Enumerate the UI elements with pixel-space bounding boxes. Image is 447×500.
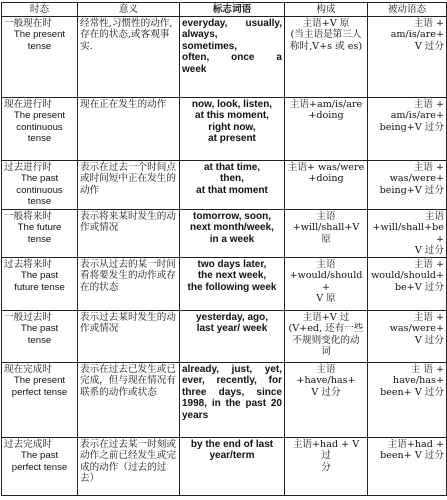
- passive-line: 主语+had +: [387, 438, 444, 450]
- tense-name-cn: 过去完成时: [4, 438, 52, 450]
- meaning-cell: 表示在过去某一时刻或动作之前已经发生或完成的动作（过去的过去）: [78, 437, 180, 495]
- tense-name-en: The past: [20, 323, 59, 334]
- passive-line: V 过分: [414, 334, 444, 346]
- tense-cell: [2, 209, 78, 257]
- passive-line: been+ V 过分: [380, 450, 444, 461]
- keyword-line: tomorrow, soon,: [193, 210, 271, 222]
- structure-line: 主语: [316, 258, 336, 270]
- passive-line: being+V 过分: [379, 184, 444, 196]
- table-row: [2, 310, 447, 362]
- structure-cell: [285, 257, 368, 310]
- keyword-line: last year/ week: [196, 323, 268, 334]
- structure-line: 主语: [316, 210, 336, 222]
- keyword-line: often, once a: [182, 52, 282, 63]
- header-meaning: 意义: [78, 3, 180, 17]
- tense-name-cn: 一般过去时: [4, 311, 52, 323]
- passive-cell: [368, 160, 447, 209]
- tense-cell: [2, 160, 78, 209]
- keyword-line: next month/week,: [190, 222, 274, 233]
- structure-line: 主语+V 过: [302, 311, 350, 323]
- structure-line: 称时,V+s 或 es): [289, 40, 363, 52]
- tense-name-en: The past: [20, 270, 59, 281]
- tense-name-cn: 现在完成时: [4, 363, 52, 375]
- passive-line: 主语 +: [413, 311, 444, 323]
- tense-name-en: The past: [20, 450, 59, 461]
- structure-line: 主语 +have/has+: [296, 363, 356, 386]
- keywords-cell: [180, 437, 285, 495]
- passive-line: am/is/are+: [390, 110, 444, 121]
- keyword-line: in a week: [209, 233, 255, 245]
- meaning-cell: 经常性,习惯性的动作,存在的状态,或客观事实.: [78, 16, 180, 97]
- structure-cell: [285, 16, 368, 97]
- tense-name-en: tense: [27, 233, 52, 245]
- structure-cell: [285, 362, 368, 437]
- structure-line: 主语+ was/were: [287, 161, 365, 173]
- tense-name-en: tense: [27, 40, 52, 52]
- tense-name-cn: 一般现在时: [4, 17, 52, 29]
- keyword-line: at that time,: [203, 161, 261, 173]
- meaning-cell: 表示在过去已发生或已完成，但与现在情况有联系的动作或状态: [78, 362, 180, 437]
- header-structure: 构成: [285, 3, 368, 17]
- keyword-line: by the end of last: [190, 438, 274, 450]
- tense-name-cn: 现在进行时: [4, 98, 52, 110]
- structure-cell: [285, 437, 368, 495]
- structure-line: V 过分: [311, 386, 341, 398]
- passive-line: V 过分: [414, 40, 444, 52]
- keyword-line: always,: [182, 29, 218, 40]
- passive-cell: [368, 16, 447, 97]
- keyword-line: 1998, in the past 20: [182, 398, 282, 409]
- structure-line: +will/shall+V 原: [292, 222, 360, 245]
- keyword-line: sometimes,: [182, 40, 238, 52]
- passive-line: was/were+: [389, 173, 444, 184]
- passive-line: would/should+: [371, 270, 444, 281]
- keyword-line: week: [182, 63, 207, 75]
- passive-line: 主语 +: [413, 258, 444, 270]
- keyword-line: right now,: [208, 121, 256, 133]
- tense-name-en: tense: [27, 334, 52, 346]
- tense-cell: [2, 437, 78, 495]
- keyword-line: ever, recently, for: [182, 375, 282, 386]
- tense-name-en: continuous: [16, 121, 63, 133]
- passive-line: 主语: [424, 210, 444, 222]
- tense-name-en: tense: [27, 133, 52, 144]
- passive-cell: [368, 257, 447, 310]
- keyword-line: then,: [220, 173, 244, 184]
- structure-cell: [285, 160, 368, 209]
- tense-cell: [2, 97, 78, 160]
- passive-cell: [368, 437, 447, 495]
- meaning-cell: 表示在过去一个时间点或时间短中正在发生的动作: [78, 160, 180, 209]
- passive-cell: [368, 97, 447, 160]
- passive-line: am/is/are+: [390, 29, 444, 40]
- tense-name-en: The present: [13, 375, 66, 386]
- passive-cell: [368, 362, 447, 437]
- meaning-cell: 表示过去某时发生的动作或情况: [78, 310, 180, 362]
- passive-line: 主语 +: [413, 17, 444, 29]
- passive-line: being+V 过分: [379, 121, 444, 133]
- table-row: [2, 209, 447, 257]
- tense-cell: [2, 362, 78, 437]
- keywords-cell: [180, 16, 285, 97]
- tense-cell: [2, 310, 78, 362]
- tense-name-en: The past: [20, 173, 59, 184]
- keyword-line: at present: [208, 133, 256, 144]
- keyword-line: now, look, listen,: [191, 98, 273, 110]
- tense-name-en: continuous: [16, 184, 63, 196]
- tense-name-cn: 过去进行时: [4, 161, 52, 173]
- keyword-line: years: [182, 409, 209, 421]
- tense-name-cn: 一般将来时: [4, 210, 52, 222]
- keyword-line: at that moment: [196, 184, 268, 196]
- passive-line: 主 语 +: [410, 363, 444, 375]
- tense-name-en: perfect tense: [11, 461, 68, 473]
- structure-line: V 原: [316, 293, 336, 304]
- keyword-line: already, just, yet,: [182, 363, 282, 375]
- table-row: [2, 160, 447, 209]
- tense-name-en: future tense: [14, 281, 65, 293]
- table-row: [2, 362, 447, 437]
- passive-line: 主语 +: [413, 161, 444, 173]
- keyword-line: the following week: [187, 281, 277, 293]
- keyword-line: yesterday, ago,: [195, 311, 269, 323]
- tense-name-en: The present: [13, 110, 66, 121]
- structure-line: (当主语是第三人: [290, 29, 362, 40]
- keywords-cell: [180, 97, 285, 160]
- structure-line: (V+ed, 还有一些: [288, 323, 364, 334]
- tense-cell: [2, 257, 78, 310]
- passive-line: be+V 过分: [394, 281, 444, 293]
- table-row: [2, 97, 447, 160]
- structure-line: 词: [321, 346, 331, 357]
- passive-line: been+ V 过分: [380, 386, 444, 398]
- structure-cell: [285, 97, 368, 160]
- tense-table: [1, 2, 447, 496]
- keywords-cell: [180, 257, 285, 310]
- tense-name-en: The future: [17, 222, 62, 233]
- tense-name-en: tense: [27, 196, 52, 207]
- header-row: [2, 3, 447, 17]
- passive-line: +will/shall+be+: [372, 222, 444, 245]
- tense-name-en: The present: [13, 29, 66, 40]
- structure-line: +doing: [308, 173, 344, 184]
- passive-cell: [368, 310, 447, 362]
- meaning-cell: 现在正在发生的动作: [78, 97, 180, 160]
- structure-line: +doing: [308, 110, 344, 121]
- structure-line: 主语+V 原: [302, 17, 350, 29]
- meaning-cell: 表示将来某时发生的动作或情况: [78, 209, 180, 257]
- keyword-line: three days, since: [182, 386, 282, 398]
- header-passive: 被动语态: [368, 3, 447, 17]
- keywords-cell: [180, 209, 285, 257]
- keywords-cell: [180, 310, 285, 362]
- tense-name-cn: 过去将来时: [4, 258, 52, 270]
- table-row: [2, 257, 447, 310]
- passive-line: was/were+: [389, 323, 444, 334]
- keyword-line: two days later,: [197, 258, 267, 270]
- table-row: [2, 16, 447, 97]
- table-row: [2, 437, 447, 495]
- structure-line: 主语+am/is/are: [289, 98, 363, 110]
- passive-line: have/has+: [392, 375, 444, 386]
- keyword-line: everyday, usually,: [182, 17, 282, 29]
- header-tense: 时态: [2, 3, 78, 17]
- passive-cell: [368, 209, 447, 257]
- keyword-line: at this moment,: [195, 110, 269, 121]
- passive-line: 主语 +: [413, 98, 444, 110]
- structure-line: +would/should+: [289, 270, 363, 293]
- structure-line: 不规则变化的动: [292, 334, 360, 346]
- tense-name-en: perfect tense: [11, 386, 68, 398]
- header-keywords: 标志词语: [180, 3, 285, 17]
- tense-cell: [2, 16, 78, 97]
- structure-line: 分: [321, 461, 331, 473]
- keyword-line: the next week,: [197, 270, 267, 281]
- keyword-line: year/term: [209, 450, 255, 461]
- meaning-cell: 表示从过去的某一时间看将要发生的动作或存在的状态: [78, 257, 180, 310]
- structure-cell: [285, 209, 368, 257]
- passive-line: V 过分: [414, 245, 444, 256]
- keywords-cell: [180, 362, 285, 437]
- structure-line: 主语+had + V 过: [292, 438, 360, 461]
- structure-cell: [285, 310, 368, 362]
- keywords-cell: [180, 160, 285, 209]
